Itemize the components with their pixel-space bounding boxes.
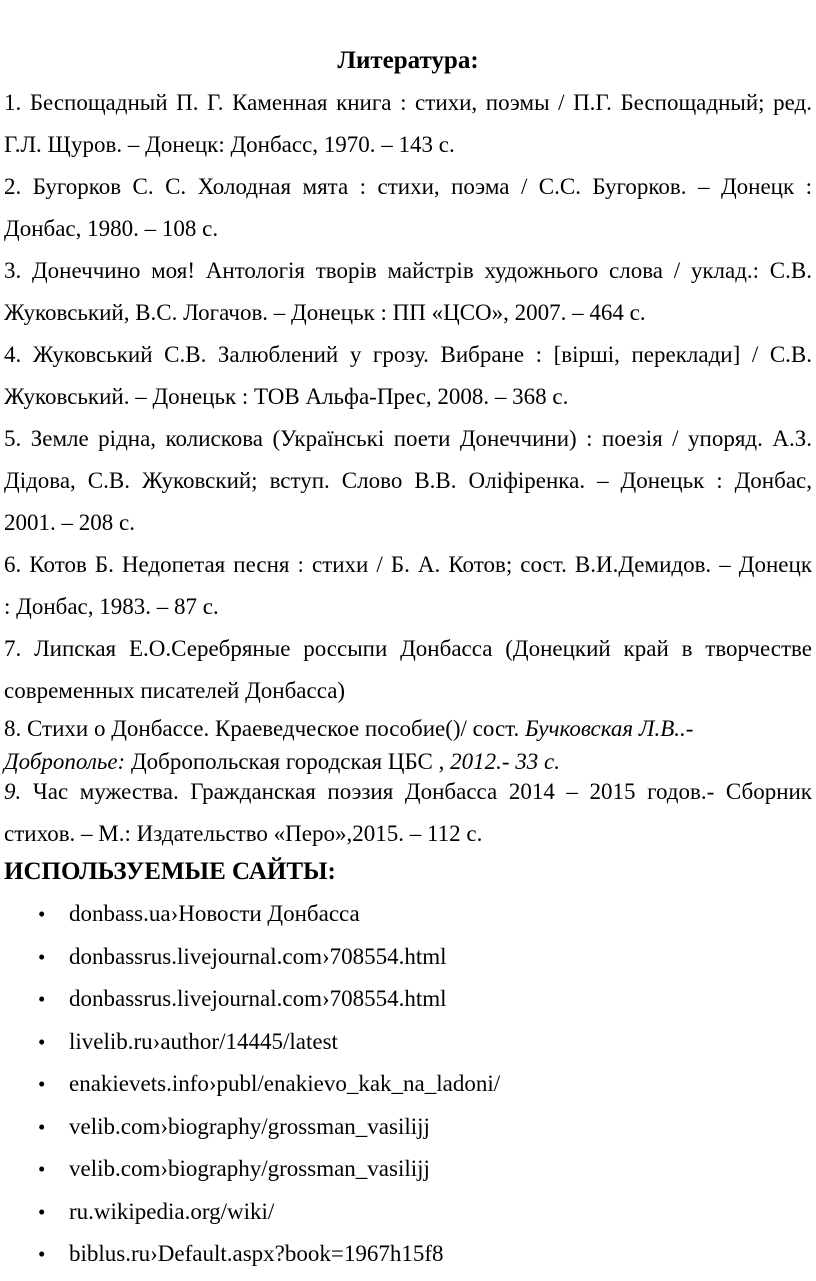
site-url: donbassrus.livejournal.com›708554.html [69,986,447,1011]
reference-item-6 [4,544,812,628]
reference-line [4,712,812,745]
reference-line: 2. Бугорков С. С. Холодная мята : стихи, поэма / С.С. Бугорков. – Донецк : [4,174,812,199]
bullet-icon: • [38,944,46,969]
reference-text-italic: 2012.- 33 с. [450,749,560,774]
reference-line: : Донбас, 1983. – 87 с. [4,594,219,619]
bullet-icon: • [38,1242,46,1266]
references-list [4,82,812,855]
reference-item-4 [4,334,812,418]
reference-line: Дідова, С.В. Жуковский; вступ. Слово В.В. Оліфіренка. – Донецьк : Донбас, [4,468,812,493]
site-url: livelib.ru›author/14445/latest [69,1028,338,1054]
bullet-icon: • [38,1157,46,1181]
reference-line: Донбас, 1980. – 108 с. [4,216,219,241]
site-url: donbassrus.livejournal.com›708554.html [69,943,447,969]
reference-item-7 [4,628,812,712]
bullet-icon: • [38,987,46,1011]
reference-item-1 [4,82,812,166]
reference-item-2 [4,166,812,250]
list-item [4,1063,812,1106]
reference-line: Жуковський, В.С. Логачов. – Донецьк : ПП «ЦСО», 2007. – 464 с. [4,300,646,325]
site-url: enakievets.info›publ/enakievo_kak_na_ladoni/ [69,1071,501,1096]
bullet-icon: • [38,1114,46,1139]
reference-line: стихов. – М.: Издательство «Перо»,2015. – 112 с. [4,821,483,846]
reference-line [4,771,812,813]
reference-item-8 [4,712,812,778]
reference-item-3 [4,250,812,334]
site-url: velib.com›biography/grossman_vasilijj [69,1113,430,1139]
list-item [4,978,812,1021]
reference-line: 4. Жуковський С.В. Залюблений у грозу. Вибране : [вірші, переклади] / С.В. [4,342,812,367]
bullet-icon: • [38,902,46,926]
reference-line: Жуковський. – Донецьк : ТОВ Альфа-Прес, 2008. – 368 с. [4,384,569,409]
reference-line: 3. Донеччино моя! Антологія творів майстрів художнього слова / уклад.: С.В. [4,258,812,283]
reference-line: современных писателей Донбасса) [4,678,346,703]
reference-text: 8. Стихи о Донбассе. Краеведческое пособие()/ сост. [4,716,525,741]
reference-line: 6. Котов Б. Недопетая песня : стихи / Б. А. Котов; сост. В.И.Демидов. – Донецк [4,552,812,577]
reference-number-italic: 9. [4,779,22,804]
bullet-icon: • [38,1199,46,1224]
list-item [4,1233,812,1276]
reference-line: 2001. – 208 с. [4,510,135,535]
site-url: biblus.ru›Default.aspx?book=1967h15f8 [69,1241,444,1266]
list-item [4,936,812,979]
document-title: Литература: [337,47,479,74]
sites-heading: ИСПОЛЬЗУЕМЫЕ САЙТЫ: [4,858,336,885]
list-item [4,1191,812,1234]
reference-line: 7. Липская Е.О.Серебряные россыпи Донбасса (Донецкий край в творчестве [4,636,812,661]
bullet-icon: • [38,1072,46,1096]
reference-line: Г.Л. Щуров. – Донецк: Донбасс, 1970. – 143 с. [4,132,455,157]
site-url: ru.wikipedia.org/wiki/ [69,1198,275,1224]
list-item [4,893,812,936]
reference-text: Час мужества. Гражданская поэзия Донбасса 2014 – 2015 годов.- Сборник [21,779,812,804]
reference-text: Добропольская городская ЦБС , [130,749,451,774]
reference-item-5 [4,418,812,544]
reference-text-italic: Бучковская Л.В..- [525,716,694,741]
list-item [4,1148,812,1191]
reference-text-italic: Доброполье: [4,749,131,774]
list-item [4,1021,812,1064]
reference-item-9 [4,771,812,855]
sites-list [4,893,812,1276]
site-url: donbass.ua›Новости Донбасса [69,901,360,926]
list-item [4,1106,812,1149]
bullet-icon: • [38,1029,46,1054]
site-url: velib.com›biography/grossman_vasilijj [69,1156,430,1181]
reference-line: 5. Земле рідна, колискова (Українські поети Донеччини) : поезія / упоряд. А.З. [4,426,812,451]
reference-line: 1. Беспощадный П. Г. Каменная книга : стихи, поэмы / П.Г. Беспощадный; ред. [4,90,812,115]
